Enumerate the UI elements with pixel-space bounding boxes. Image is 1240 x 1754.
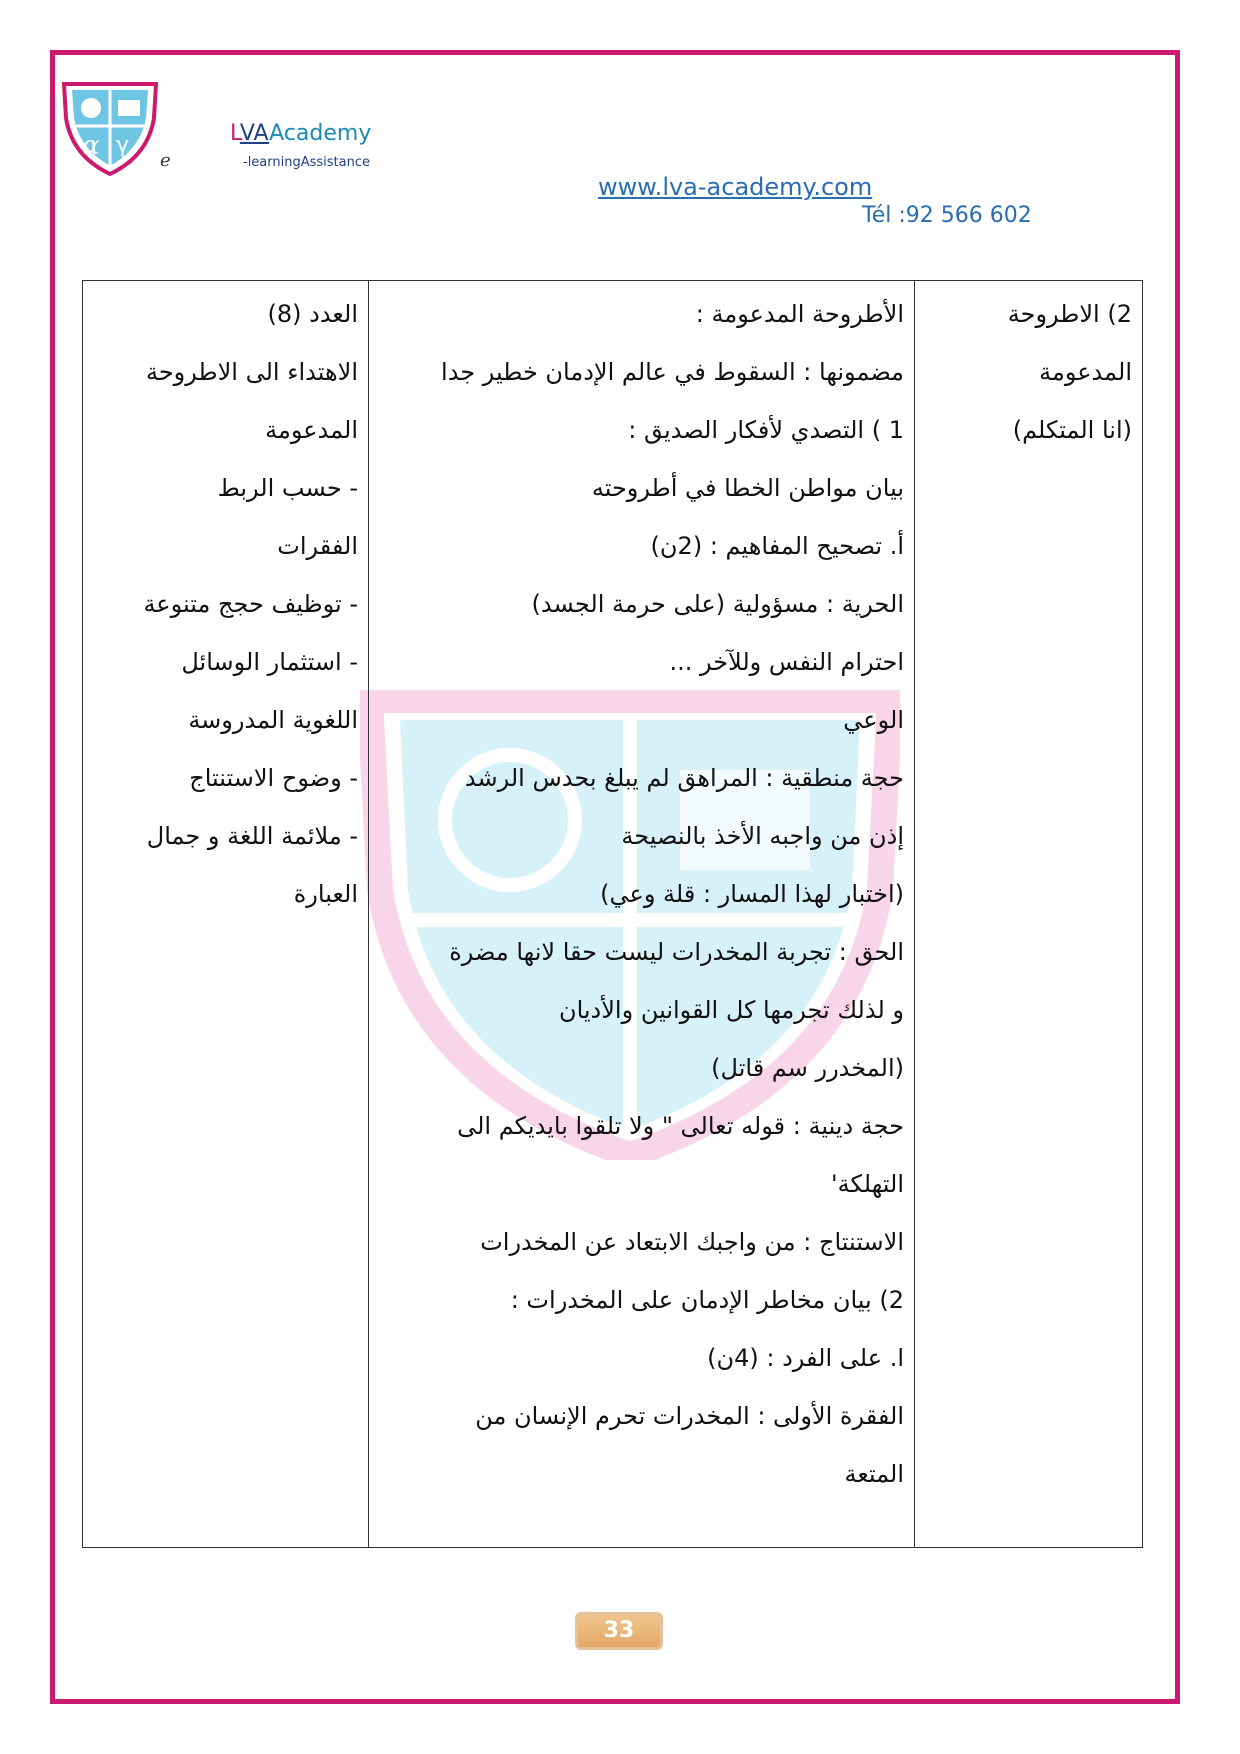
criteria-line: (انا المتكلم) [1012,416,1132,444]
score-line: اللغوية المدروسة [188,706,358,734]
content-line: الاستنتاج : من واجبك الابتعاد عن المخدرات [480,1228,904,1256]
academy-logo-icon [58,78,162,176]
evaluation-table [82,280,1143,1548]
content-line: ا. على الفرد : (4ن) [707,1344,904,1372]
score-line: العبارة [293,880,358,908]
score-cell [83,281,369,1548]
criteria-list [915,281,1142,459]
content-line: المتعة [844,1460,904,1488]
score-line: - توظيف حجج متنوعة [143,590,358,618]
content-cell [369,281,915,1548]
brand-va: VA [239,121,270,146]
score-line: - استثمار الوسائل [181,648,358,676]
criteria-line: 2) الاطروحة [1007,300,1132,328]
criteria-cell [915,281,1143,1548]
brand-l: L [230,121,240,146]
content-line: الفقرة الأولى : المخدرات تحرم الإنسان من [475,1402,904,1430]
svg-text:α: α [82,131,100,161]
score-line: - وضوح الاستنتاج [189,764,358,792]
content-line: 2) بيان مخاطر الإدمان على المخدرات : [510,1286,904,1314]
content-line: (المخدرر سم قاتل) [711,1054,904,1082]
svg-text:γ: γ [116,133,130,158]
content-line: الحق : تجربة المخدرات ليست حقا لانها مضرة [449,938,904,966]
phone-number: Tél :92 566 602 [862,203,1032,228]
table-row [83,281,1143,1548]
page-number-badge [575,1612,663,1650]
score-line: المدعومة [265,416,358,444]
content-line: بيان مواطن الخطا في أطروحته [591,474,904,502]
content-line: أ. تصحيح المفاهيم : (2ن) [650,532,904,560]
content-line: الوعي [843,706,904,734]
score-line: العدد (8) [267,300,358,328]
website-link[interactable]: www.lva-academy.com [598,173,873,201]
criteria-line: المدعومة [1039,358,1132,386]
content-line: حجة منطقية : المراهق لم يبلغ بحدس الرشد [464,764,904,792]
content-line: 1 ) التصدي لأفكار الصديق : [628,416,904,444]
score-line: - ملائمة اللغة و جمال [146,822,358,850]
score-line: - حسب الربط [217,474,358,502]
content-line: و لذلك تجرمها كل القوانين والأديان [558,996,904,1024]
content-line: مضمونها : السقوط في عالم الإدمان خطير جدا [441,358,904,386]
brand-academy: Academy [269,121,372,146]
content-line: الحرية : مسؤولية (على حرمة الجسد) [531,590,904,618]
content-line: حجة دينية : قوله تعالى " ولا تلقوا بايديكم الى [457,1112,904,1140]
content-line: الأطروحة المدعومة : [695,300,904,328]
score-line: الفقرات [277,532,358,560]
score-list [83,281,368,923]
brand-tagline: -learningAssistance [243,155,370,170]
content-line: التهلكة' [831,1170,904,1198]
score-line: الاهتداء الى الاطروحة [145,358,358,386]
content-list [369,281,914,1503]
page-number: 33 [603,1618,635,1643]
logo-e-mark: e [160,150,171,171]
brand-name [230,121,371,146]
content-line: احترام النفس وللآخر ... [669,648,904,676]
content-line: (اختبار لهذا المسار : قلة وعي) [600,880,904,908]
content-line: إذن من واجبه الأخذ بالنصيحة [621,822,904,850]
